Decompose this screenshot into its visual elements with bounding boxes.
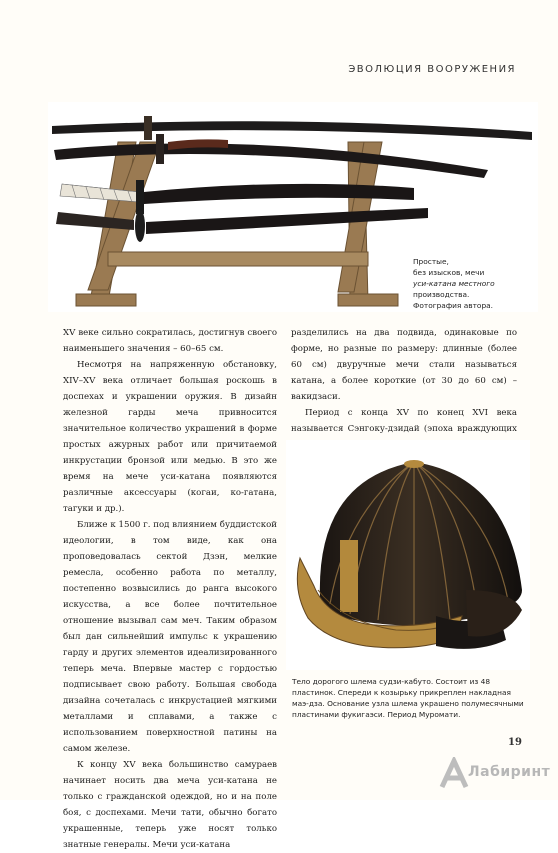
watermark-text: Лабиринт: [468, 764, 551, 780]
text-column-left: [63, 325, 277, 853]
paragraph: Несмотря на напряженную обстановку, XIV–XV века отличает большая роскошь в доспехах и украшении оружия. В дизайн железной гарды меча привносится значительное количество украшений в форме простых ажурных работ или причитаемой инкрустации бронзой или медью. В это же время на мече уси-катана появляются различные аксессуары (когаи, ко-гатана, тагуки и др.).: [63, 360, 277, 514]
caption-top-photo: [413, 256, 523, 311]
paragraph: XV веке сильно сократилась, достигнув своего наименьшего значения – 60–65 см.: [63, 328, 277, 354]
sword-1: [52, 116, 532, 140]
caption-line: пластинами фукигаэси. Период Муромати.: [292, 710, 461, 719]
paragraph: Период с конца XV по конец XVI века называется Сэнгоку-дзидай (эпоха враждующих: [291, 408, 517, 434]
caption-line: без изысков, мечи: [413, 268, 485, 277]
caption-line: пластинок. Спереди к козырьку прикреплен накладная: [292, 688, 511, 697]
caption-line: Фотография автора.: [413, 301, 494, 310]
caption-helmet: [292, 676, 532, 720]
caption-line: Простые,: [413, 257, 449, 266]
paragraph: разделились на два подвида, одинаковые по форме, но разные по размеру: длинные (более 60 см) двуручные мечи стали называться катана, а более короткие (от 30 до 60 см) – вакидзаси.: [291, 328, 517, 402]
paragraph: К концу XV века большинство самураев начинает носить два меча уси-катана не только с гражданской одеждой, но и на поле боя, с доспехами. Мечи тати, обычно богато украшенные, теперь уже носят только знатные генералы. Мечи уси-катана: [63, 760, 277, 850]
caption-line: уси-катана местного: [413, 279, 495, 288]
caption-line: производства.: [413, 290, 470, 299]
caption-line: маэ-дза. Основание узла шлема украшено полумесячными: [292, 699, 524, 708]
page-number: 19: [508, 737, 522, 748]
paragraph: Ближе к 1500 г. под влиянием буддистской идеологии, в том виде, как она проповедовалась сектой Дзэн, мелкие ремесла, особенно работа по металлу, постепенно возвысились до ранга высокого искусства, а все более почтительное отношение вызывал сам меч. Таким образом был дан сильнейший импульс к украшению гарду и других элементов идеализированного теперь меча. Впервые мастер с гордостью подписывает свою работу. Большая свобода дизайна сочеталась с инкрустацией мягкими металлами и сплавами, а также с использованием поверхностной патины на самом железе.: [63, 520, 277, 754]
running-head: ЭВОЛЮЦИЯ ВООРУЖЕНИЯ: [348, 64, 516, 75]
caption-line: Тело дорогого шлема судзи-кабуто. Состоит из 48: [292, 677, 491, 686]
helmet-photo: [286, 440, 530, 670]
